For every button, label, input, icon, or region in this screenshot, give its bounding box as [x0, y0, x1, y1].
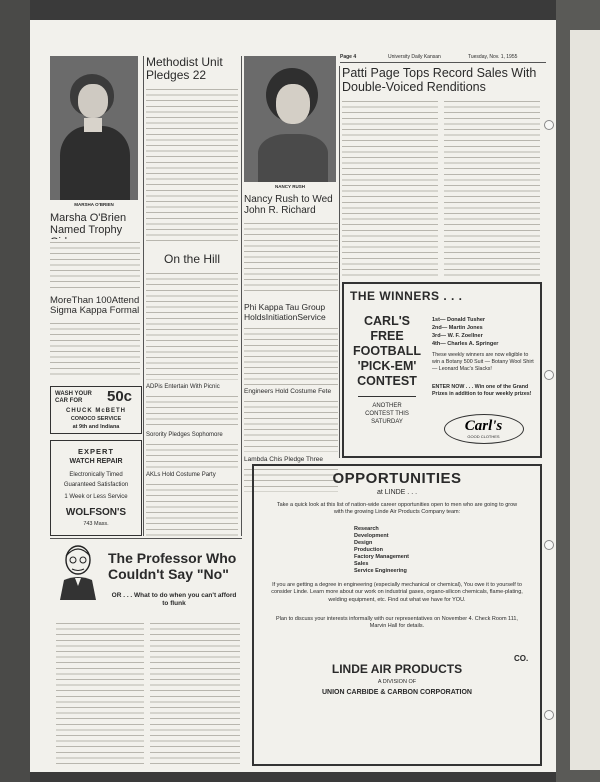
issue-date: Tuesday, Nov. 1, 1955 [468, 54, 518, 60]
headline-sigma-kappa: MoreThan 100Attend Sigma Kappa Formal [50, 295, 140, 316]
ad-carls-contest [342, 282, 542, 458]
watch-line1: EXPERT [77, 447, 114, 456]
next-page-edge [570, 30, 600, 770]
column-rule-3 [339, 66, 340, 458]
carwash-price: 50c [107, 388, 133, 405]
winner-3: 3rd— W. F. Zoellner [432, 333, 483, 339]
linde-intro: Take a quick look at this list of nation-wide career opportunities open to men who are going to grow with the growing Linde Air Products Company team: [276, 502, 518, 516]
photo-caption-rush: NANCY RUSH [275, 184, 305, 189]
ad-watch-repair [50, 440, 142, 536]
carls-winners-list [432, 316, 540, 348]
winner-1: 1st— Donald Tusher [432, 317, 486, 323]
job-development: Development [354, 533, 389, 539]
job-service-engineering: Service Engineering [354, 568, 407, 574]
linde-co: CO. [514, 654, 529, 663]
scan-left-edge [0, 0, 30, 782]
story-text-rush [244, 220, 338, 296]
story-text-sigma-kappa [50, 320, 140, 378]
headline-engineers: Engineers Hold Costume Fete [244, 388, 332, 395]
story-text-methodist [146, 86, 238, 242]
linde-job-list [354, 526, 474, 575]
linde-parent: UNION CARBIDE & CARBON CORPORATION [322, 689, 472, 696]
ad-linde-opportunities [252, 464, 542, 766]
page-number: Page 4 [340, 54, 357, 60]
watch-store-name: WOLFSON'S [65, 507, 127, 518]
linde-body: If you are getting a degree in engineering (especially mechanical or chemical), You owe it to yourself to consider Linde. Learn more about our work on industrial gases, organo-silicon chemicals, flame-plating, welding equipment, etc. Find out what we have for YOU. [271, 582, 523, 603]
carls-logo-text: Carl's [464, 418, 503, 434]
linde-division: A DIVISION OF [377, 679, 417, 685]
job-production: Production [354, 547, 384, 553]
headline-methodist: Methodist Unit Pledges 22 [146, 55, 223, 82]
carwash-line2: CAR FOR [55, 398, 83, 404]
headline-sorority: Sorority Pledges Sophomore [146, 432, 223, 438]
carls-title: THE WINNERS . . . [350, 289, 463, 303]
story-text-patti-col1 [342, 98, 438, 276]
watch-address: 743 Mass. [83, 521, 109, 527]
carls-logo-sub: GOOD CLOTHES [467, 434, 500, 439]
carwash-line4: CONOCO SERVICE [70, 416, 122, 422]
winner-2: 2nd— Martin Jones [432, 325, 483, 331]
headline-rush: Nancy Rush to Wed John R. Richard [244, 194, 333, 216]
watch-line2: WATCH REPAIR [69, 458, 123, 465]
paper-name: University Daily Kansan [388, 54, 441, 60]
carls-another-2: CONTEST THIS [365, 411, 409, 417]
watch-line4: Guaranteed Satisfaction [63, 482, 129, 488]
story-text-obrien [50, 239, 140, 291]
headline-phi-kappa-tau: Phi Kappa Tau Group HoldsInitiationService [244, 302, 326, 322]
watch-line5: 1 Week or Less Service [64, 494, 128, 500]
headline-lambda: Lambda Chis Pledge Three [244, 456, 324, 463]
professor-drawing-icon [56, 540, 100, 600]
carwash-line3: CHUCK McBETH [66, 408, 126, 414]
carls-contest-5: CONTEST [357, 374, 417, 388]
headline-obrien: Marsha O'Brien Named Trophy [50, 212, 127, 236]
linde-plan: Plan to discuss your interests informally with our representatives on November 4. Check Room 111, Marvin Hall for details. [276, 616, 518, 630]
linde-company: LINDE AIR PRODUCTS [331, 662, 463, 676]
story-text-patti-col2 [444, 98, 540, 276]
story-text-akl [146, 481, 238, 537]
professor-illustration [56, 540, 100, 600]
carwash-line1: WASH YOUR [55, 391, 92, 397]
carwash-line5: at 9th and Indiana [72, 424, 120, 430]
carls-logo [444, 414, 524, 444]
masthead-rule [340, 62, 546, 63]
photo-marsha-obrien [50, 56, 138, 200]
story-text-sorority [146, 441, 238, 469]
linde-subtitle: at LINDE . . . [376, 489, 418, 496]
headline-patti-page: Patti Page Tops Record Sales With Double-Voiced Renditions [342, 66, 537, 94]
carls-blurb: These weekly winners are now eligible to win a Botany 500 Suit — Botany Wool Shirt — Leonard Mac's Slacks! [432, 352, 534, 372]
column-rule-2 [241, 56, 242, 536]
carls-enter: ENTER NOW . . . Win one of the Grand Prizes in addition to four weekly prizes! [432, 384, 532, 397]
masthead [340, 54, 540, 60]
column-rule-1 [143, 56, 144, 536]
job-sales: Sales [354, 561, 369, 567]
winner-4: 4th— Charles A. Springer [432, 341, 499, 347]
professor-subhead: OR . . . What to do when you can't afford to flunk [111, 592, 237, 607]
professor-text-col2 [150, 620, 240, 766]
headline-on-the-hill: On the Hill [163, 252, 221, 266]
job-research: Research [354, 526, 379, 532]
carls-another-3: SATURDAY [371, 419, 403, 425]
story-text-engineers [244, 398, 338, 452]
photo-nancy-rush [244, 56, 336, 182]
professor-headline: The Professor Who Couldn't Say "No" [108, 550, 237, 582]
carls-divider [358, 396, 416, 397]
newspaper-page [30, 20, 556, 772]
carls-another-1: ANOTHER [372, 403, 402, 409]
job-design: Design [354, 540, 373, 546]
horizontal-rule-professor [50, 538, 242, 539]
headline-adpi: ADPis Entertain With Picnic [146, 384, 220, 390]
job-factory-management: Factory Management [354, 554, 410, 560]
carls-contest-4: 'PICK-EM' [357, 359, 417, 373]
story-text-phi-kappa-tau [244, 325, 338, 385]
professor-text-col1 [56, 620, 144, 766]
ad-car-wash [50, 386, 142, 434]
carls-contest-3: FOOTBALL [352, 344, 422, 358]
carls-contest-2: FREE [370, 329, 404, 343]
linde-title: OPPORTUNITIES [332, 470, 462, 487]
story-text-adpi [146, 393, 238, 429]
story-text-on-the-hill [146, 270, 238, 380]
watch-line3: Electronically Timed [69, 472, 123, 478]
photo-caption-obrien: MARSHA O'BRIEN [74, 202, 114, 207]
carls-contest-1: CARL'S [363, 314, 411, 328]
headline-akl: AKLs Hold Costume Party [146, 472, 216, 478]
